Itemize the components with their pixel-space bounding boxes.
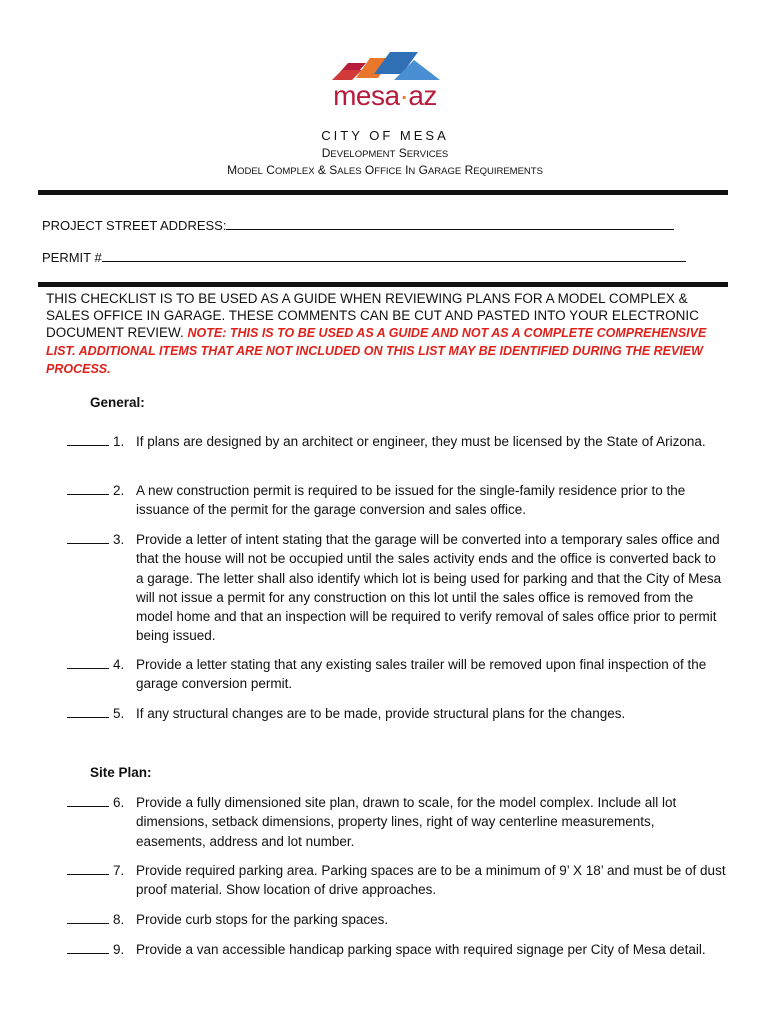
item-text: If plans are designed by an architect or engineer, they must be licensed by the State of Arizona. <box>136 434 706 449</box>
check-blank[interactable] <box>67 806 109 807</box>
project-address-field[interactable] <box>42 217 674 233</box>
project-address-label: PROJECT STREET ADDRESS: <box>42 218 227 233</box>
checklist-item <box>67 910 727 929</box>
item-number: 7. <box>113 863 125 878</box>
checklist-item <box>67 861 727 900</box>
checklist-item <box>67 704 727 723</box>
intro-paragraph <box>46 290 722 378</box>
logo-wordmark: mesa·az <box>333 80 437 111</box>
checklist-item <box>67 655 727 694</box>
item-text: Provide a fully dimensioned site plan, drawn to scale, for the model complex. Include all lot dimensions, setback dimensions, property lines, right of way centerline measurements, easements, address and lot number. <box>136 795 677 849</box>
item-number: 6. <box>113 795 125 810</box>
intro-note: NOTE: THIS IS TO BE USED AS A GUIDE AND NOT AS A COMPLETE COMPREHENSIVE LIST. ADDITIONAL ITEMS THAT ARE NOT INCLUDED ON THIS LIST MAY BE IDENTIFIED DURING THE REVIEW PROCESS. <box>46 326 707 376</box>
item-number: 2. <box>113 483 125 498</box>
permit-field[interactable] <box>42 249 686 265</box>
item-number: 5. <box>113 706 125 721</box>
item-text: Provide a van accessible handicap parking space with required signage per City of Mesa detail. <box>136 942 706 957</box>
check-blank[interactable] <box>67 953 109 954</box>
department-heading: DEVELOPMENT SERVICES <box>321 146 449 160</box>
city-heading: CITY OF MESA <box>321 128 449 143</box>
item-number: 4. <box>113 657 125 672</box>
check-blank[interactable] <box>67 668 109 669</box>
mesa-az-logo <box>322 48 448 112</box>
item-text: Provide curb stops for the parking spaces. <box>136 912 389 927</box>
item-number: 8. <box>113 912 125 927</box>
item-text: If any structural changes are to be made, provide structural plans for the changes. <box>136 706 626 721</box>
check-blank[interactable] <box>67 717 109 718</box>
checklist-item <box>67 940 727 959</box>
mountain-logo-icon <box>322 48 448 82</box>
item-number: 3. <box>113 532 125 547</box>
checklist-item <box>67 530 727 646</box>
permit-line[interactable] <box>102 249 686 262</box>
check-blank[interactable] <box>67 543 109 544</box>
section-heading-general: General: <box>90 395 145 410</box>
item-number: 9. <box>113 942 125 957</box>
item-text: Provide required parking area. Parking spaces are to be a minimum of 9’ X 18’ and must be of dust proof material. Show location of drive approaches. <box>136 863 726 898</box>
project-address-line[interactable] <box>226 217 674 230</box>
item-text: Provide a letter stating that any existing sales trailer will be removed upon final inspection of the garage conversion permit. <box>136 657 707 692</box>
check-blank[interactable] <box>67 494 109 495</box>
checklist-item <box>67 481 727 520</box>
check-blank[interactable] <box>67 923 109 924</box>
item-text: Provide a letter of intent stating that the garage will be converted into a temporary sales office and that the house will not be occupied until the sales activity ends and the office is converted back to a garage. The letter shall also identify which lot is being used for parking and that the City of Mesa will not issue a permit for any construction on this lot until the sales office is removed from the model home and that an inspection will be required to verify removal of sales office prior to permit being issued. <box>136 532 722 644</box>
intro-divider <box>38 282 728 287</box>
intro-text: THIS CHECKLIST IS TO BE USED AS A GUIDE WHEN REVIEWING PLANS FOR A MODEL COMPLEX & SALES OFFICE IN GARAGE. THESE COMMENTS CAN BE CUT AND PASTED INTO YOUR ELECTRONIC DOCUMENT REVIEW. <box>46 291 699 340</box>
document-title: MODEL COMPLEX & SALES OFFICE IN GARAGE REQUIREMENTS <box>227 163 543 177</box>
top-divider <box>38 190 728 195</box>
check-blank[interactable] <box>67 445 109 446</box>
checklist-item <box>67 793 727 851</box>
checklist-item <box>67 432 727 451</box>
permit-label: PERMIT # <box>42 250 102 265</box>
check-blank[interactable] <box>67 874 109 875</box>
section-heading-site-plan: Site Plan: <box>90 765 152 780</box>
item-number: 1. <box>113 434 125 449</box>
item-text: A new construction permit is required to be issued for the single-family residence prior to the issuance of the permit for the garage conversion and sales office. <box>136 483 686 518</box>
